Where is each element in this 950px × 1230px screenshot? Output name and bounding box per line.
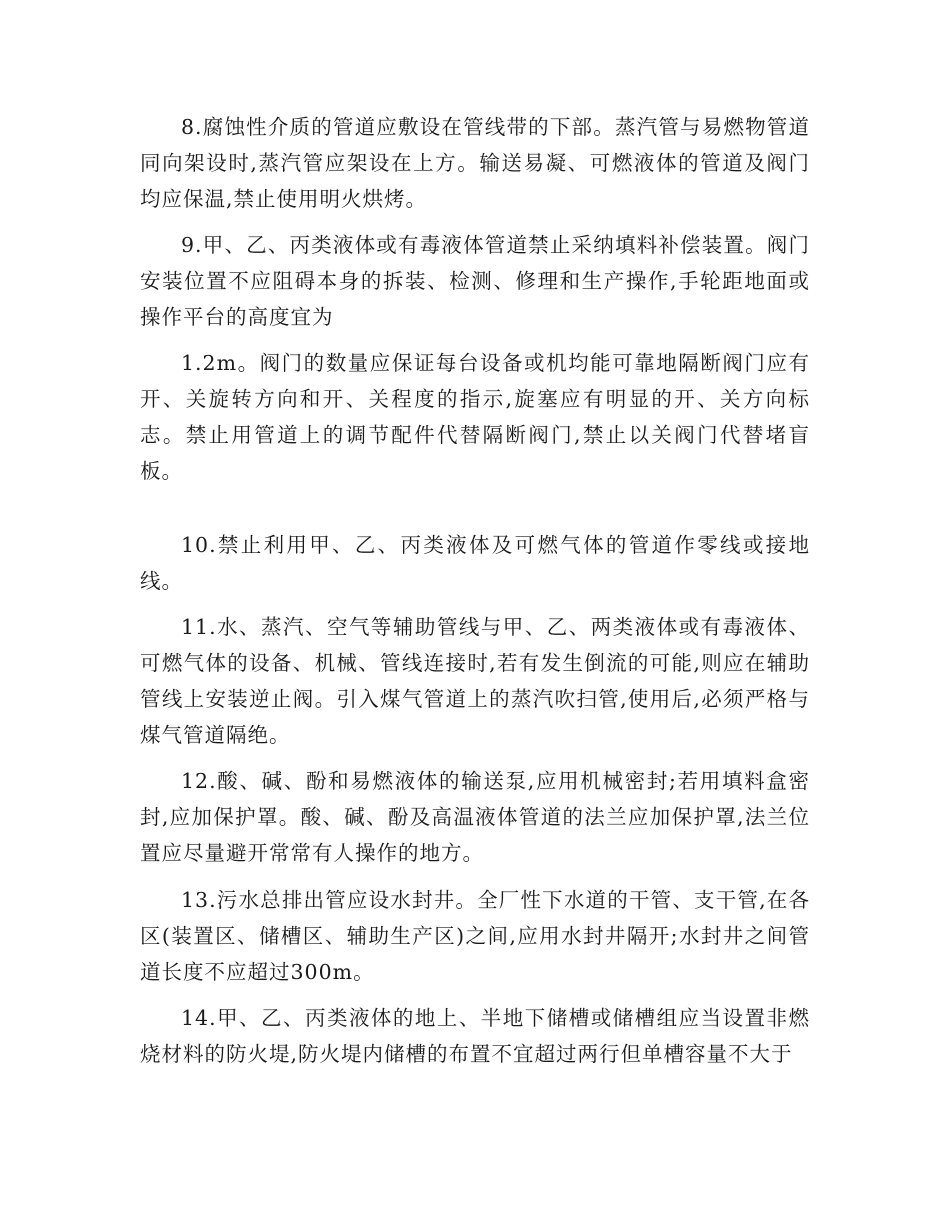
paragraph-8: 8.腐蚀性介质的管道应敷设在管线带的下部。蒸汽管与易燃物管道同向架设时,蒸汽管应架设在上方。输送易凝、可燃液体的管道及阀门均应保温,禁止使用明火烘烤。 — [140, 115, 810, 211]
paragraph-11: 11.水、蒸汽、空气等辅助管线与甲、乙、两类液体或有毒液体、可燃气体的设备、机械、管线连接时,若有发生倒流的可能,则应在辅助管线上安装逆止阀。引入煤气管道上的蒸汽吹扫管,使用后,必须严格与煤气管道隔绝。 — [140, 615, 810, 747]
paragraph-9-continued: 1.2m。阀门的数量应保证每台设备或机均能可靠地隔断阀门应有开、关旋转方向和开、关程度的指示,旋塞应有明显的开、关方向标志。禁止用管道上的调节配件代替隔断阀门,禁止以关阀门代替堵盲板。 — [140, 351, 810, 483]
paragraph-13: 13.污水总排出管应设水封井。全厂性下水道的干管、支干管,在各区(装置区、储槽区、辅助生产区)之间,应用水封井隔开;水封井之间管道长度不应超过300m。 — [140, 888, 810, 984]
paragraph-9: 9.甲、乙、丙类液体或有毒液体管道禁止采纳填料补偿装置。阀门安装位置不应阻碍本身的拆装、检测、修理和生产操作,手轮距地面或操作平台的高度宜为 — [140, 233, 810, 329]
paragraph-14: 14.甲、乙、丙类液体的地上、半地下储槽或储槽组应当设置非燃烧材料的防火堤,防火堤内储槽的布置不宜超过两行但单槽容量不大于 — [140, 1006, 810, 1066]
paragraph-12: 12.酸、碱、酚和易燃液体的输送泵,应用机械密封;若用填料盒密封,应加保护罩。酸、碱、酚及高温液体管道的法兰应加保护罩,法兰位置应尽量避开常常有人操作的地方。 — [140, 769, 810, 865]
paragraph-10: 10.禁止利用甲、乙、丙类液体及可燃气体的管道作零线或接地线。 — [140, 533, 810, 593]
